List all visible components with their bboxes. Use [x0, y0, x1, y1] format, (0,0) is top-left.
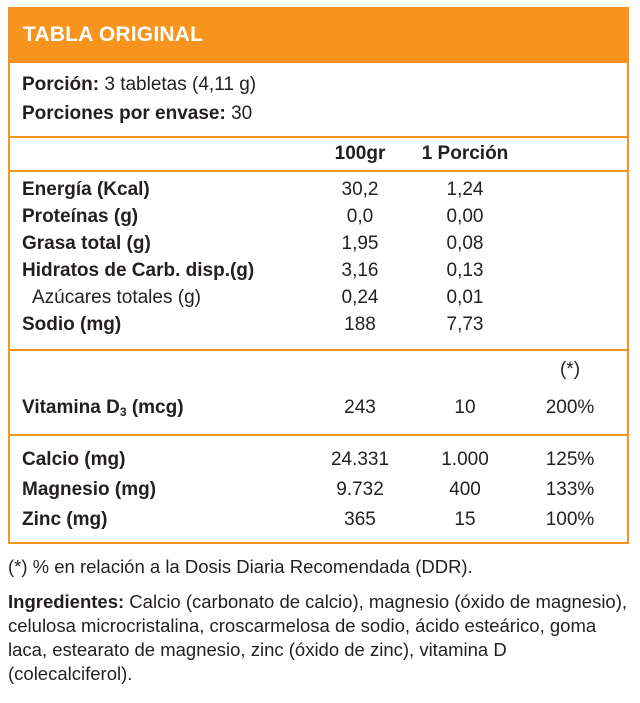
nutrient-portion: 0,13: [446, 260, 484, 281]
table-header: [10, 9, 627, 63]
nutrient-name: Grasa total (g): [22, 233, 151, 254]
nutrient-name: Energía (Kcal): [22, 179, 150, 200]
vitamin-name-pre: Vitamina D: [22, 397, 120, 418]
mineral-ddr: 125%: [545, 449, 595, 470]
divider: [10, 136, 627, 138]
nutrient-per100: 3,16: [341, 260, 379, 281]
per-package-label: Porciones por envase:: [22, 103, 226, 124]
footnote: (*) % en relación a la Dosis Diaria Recomendada (DDR).: [8, 556, 473, 577]
nutrient-per100: 1,95: [341, 233, 379, 254]
mineral-ddr: 133%: [545, 479, 595, 500]
column-header-100g: 100gr: [334, 143, 386, 164]
nutrient-portion: 0,08: [446, 233, 484, 254]
vitamin-name-sub: 3: [119, 405, 127, 419]
mineral-per100: 365: [344, 509, 376, 530]
column-header-portion: 1 Porción: [421, 143, 509, 164]
nutrient-name: Hidratos de Carb. disp.(g): [22, 260, 255, 281]
nutrient-portion: 0,00: [446, 206, 484, 227]
mineral-name: Zinc (mg): [22, 509, 108, 530]
ingredients-text: Calcio (carbonato de calcio), magnesio (óxido de magnesio), celulosa microcristalina, croscarmelosa de sodio, ácido esteárico, goma laca, estearato de magnesio, zinc (óxido de zinc), vitamina D (colecalciferol).: [8, 591, 628, 684]
nutrient-name: Proteínas (g): [22, 206, 139, 227]
vitamin-per100: 243: [344, 397, 376, 418]
nutrient-per100: 0,24: [341, 287, 379, 308]
divider: [10, 434, 627, 436]
per-package-row: [22, 103, 252, 125]
nutrient-per100: 30,2: [341, 179, 379, 200]
vitamin-ddr: 200%: [545, 397, 595, 418]
vitamin-name: [22, 397, 184, 423]
ingredients-label: Ingredientes:: [8, 591, 125, 612]
nutrient-portion: 7,73: [446, 314, 484, 335]
portion-value: 3 tabletas (4,11 g): [104, 74, 257, 95]
vitamin-name-post: (mcg): [126, 397, 184, 418]
mineral-portion: 400: [449, 479, 481, 500]
mineral-ddr: 100%: [545, 509, 595, 530]
table-title: TABLA ORIGINAL: [23, 23, 204, 46]
nutrient-name: Azúcares totales (g): [32, 287, 201, 308]
nutrition-table: [8, 7, 629, 544]
mineral-name: Magnesio (mg): [22, 479, 157, 500]
divider: [10, 170, 627, 172]
ingredients: [8, 590, 632, 686]
nutrient-per100: 0,0: [346, 206, 374, 227]
nutrient-portion: 1,24: [446, 179, 484, 200]
column-header-ddr: (*): [559, 359, 581, 380]
per-package-value: 30: [231, 103, 253, 124]
nutrient-name: Sodio (mg): [22, 314, 122, 335]
divider: [10, 349, 627, 351]
mineral-portion: 15: [454, 509, 476, 530]
portion-row: [22, 74, 256, 96]
mineral-portion: 1.000: [441, 449, 489, 470]
mineral-per100: 9.732: [336, 479, 384, 500]
vitamin-portion: 10: [454, 397, 476, 418]
portion-label: Porción:: [22, 74, 100, 95]
mineral-per100: 24.331: [330, 449, 390, 470]
nutrient-portion: 0,01: [446, 287, 484, 308]
nutrient-per100: 188: [344, 314, 376, 335]
mineral-name: Calcio (mg): [22, 449, 126, 470]
